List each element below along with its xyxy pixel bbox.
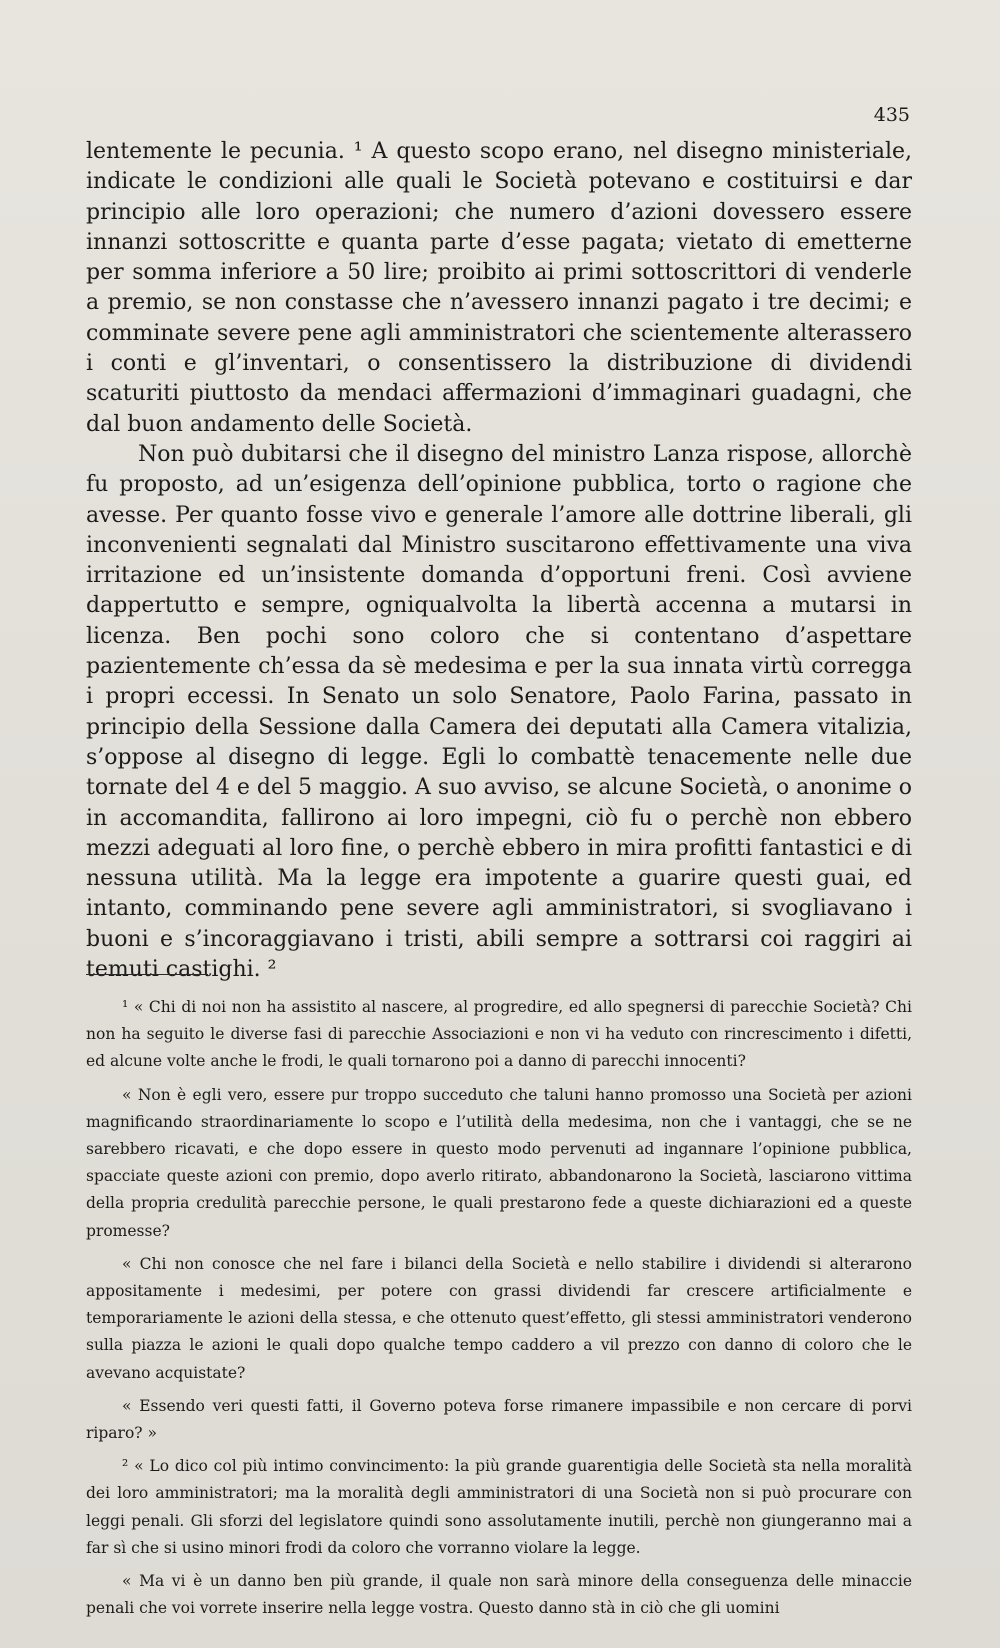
footnotes xyxy=(86,994,912,1622)
footnote-separator xyxy=(86,974,208,975)
footnote-paragraph: « Ma vi è un danno ben più grande, il quale non sarà minore della conseguenza delle minaccie penali che voi vorrete inserire nella legge vostra. Questo danno stà in ciò che gli uomini xyxy=(86,1572,912,1618)
footnote-paragraph: ² « Lo dico col più intimo convincimento: la più grande guarentigia delle Società sta nella moralità dei loro amministratori; ma la moralità degli amministratori di una Società non si può procurare con leggi penali. Gli sforzi del legislatore quindi sono assolutamente inutili, perchè non giungeranno mai a far sì che si usino minori frodi da coloro che vorranno violare la legge. xyxy=(86,1457,912,1557)
footnote-paragraph: « Essendo veri questi fatti, il Governo poteva forse rimanere impassibile e non cercare di porvi riparo? » xyxy=(86,1396,912,1443)
page-number: 435 xyxy=(873,104,910,126)
body-paragraph: Non può dubitarsi che il disegno del ministro Lanza rispose, allorchè fu proposto, ad un’esigenza dell’opinione pubblica, torto o ragione che avesse. Per quanto fosse vivo e generale l’amore alle dottrine liberali, gli inconvenienti segnalati dal Ministro suscitarono effettivamente una viva irritazione ed un’insistente domanda d’opportuni freni. Così avviene dappertutto e sempre, ogniqualvolta la libertà accenna a mutarsi in licenza. Ben pochi sono coloro che si contentano d’aspettare pazientemente ch’essa da sè medesima e per la sua innata virtù corregga i propri eccessi. In Senato un solo Senatore, Paolo Farina, passato in principio della Sessione dalla Camera dei deputati alla Camera vitalizia, s’oppose al disegno di legge. Egli lo combattè tenacemente nelle due tornate del 4 e del 5 maggio. A suo avviso, se alcune Società, o anonime o in accomandita, fallirono ai loro impegni, ciò fu o perchè non ebbero mezzi adeguati al loro fine, o perchè ebbero in mira profitti fantastici e di nessuna utilità. Ma la legge era impotente a guarire questi guai, ed intanto, comminando pene severe agli amministratori, si svogliavano i buoni e s’incoraggiavano i tristi, abili sempre a sottrarsi coi raggiri ai temuti castighi. ² xyxy=(86,441,912,983)
footnote-paragraph: « Chi non conosce che nel fare i bilanci della Società e nello stabilire i dividendi si alterarono appositamente i medesimi, per potere con grassi dividendi far crescere artificialmente e temporariamente le azioni della stessa, e che ottenuto quest’effetto, gli stessi amministratori venderono sulla piazza le azioni le quali dopo qualche tempo caddero a vil prezzo con danno di coloro che le avevano acquistate? xyxy=(86,1254,912,1382)
footnote-paragraph: « Non è egli vero, essere pur troppo succeduto che taluni hanno promosso una Società per azioni magnificando straordinariamente lo scopo e l’utilità della medesima, non che i vantaggi, che se ne sarebbero ricavati, e che dopo essere in questo modo pervenuti ad ingannare l’opinione pubblica, spacciate queste azioni con premio, dopo averlo ritirato, abbandonarono la Società, lasciarono vittima della propria credulità parecchie persone, le quali prestarono fede a queste dichiarazioni ed a queste promesse? xyxy=(86,1085,912,1240)
main-text xyxy=(86,137,912,985)
footnote-paragraph: ¹ « Chi di noi non ha assistito al nascere, al progredire, ed allo spegnersi di parecchie Società? Chi non ha seguito le diverse fasi di parecchie Associazioni e non vi ha veduto con rincrescimento i difetti, ed alcune volte anche le frodi, le quali tornarono poi a danno di parecchi innocenti? xyxy=(86,998,912,1071)
body-paragraph: lentemente le pecunia. ¹ A questo scopo erano, nel disegno ministeriale, indicate le condizioni alle quali le Società potevano e costituirsi e dar principio alle loro operazioni; che numero d’azioni dovessero essere innanzi sottoscritte e quanta parte d’esse pagata; vietato di emetterne per somma inferiore a 50 lire; proibito ai primi sottoscrittori di venderle a premio, se non constasse che n’avessero innanzi pagato i tre decimi; e comminate severe pene agli amministratori che scientemente alterassero i conti e gl’inventari, o consentissero la distribuzione di dividendi scaturiti piuttosto da mendaci affermazioni d’immaginari guadagni, che dal buon andamento delle Società. xyxy=(86,139,912,437)
